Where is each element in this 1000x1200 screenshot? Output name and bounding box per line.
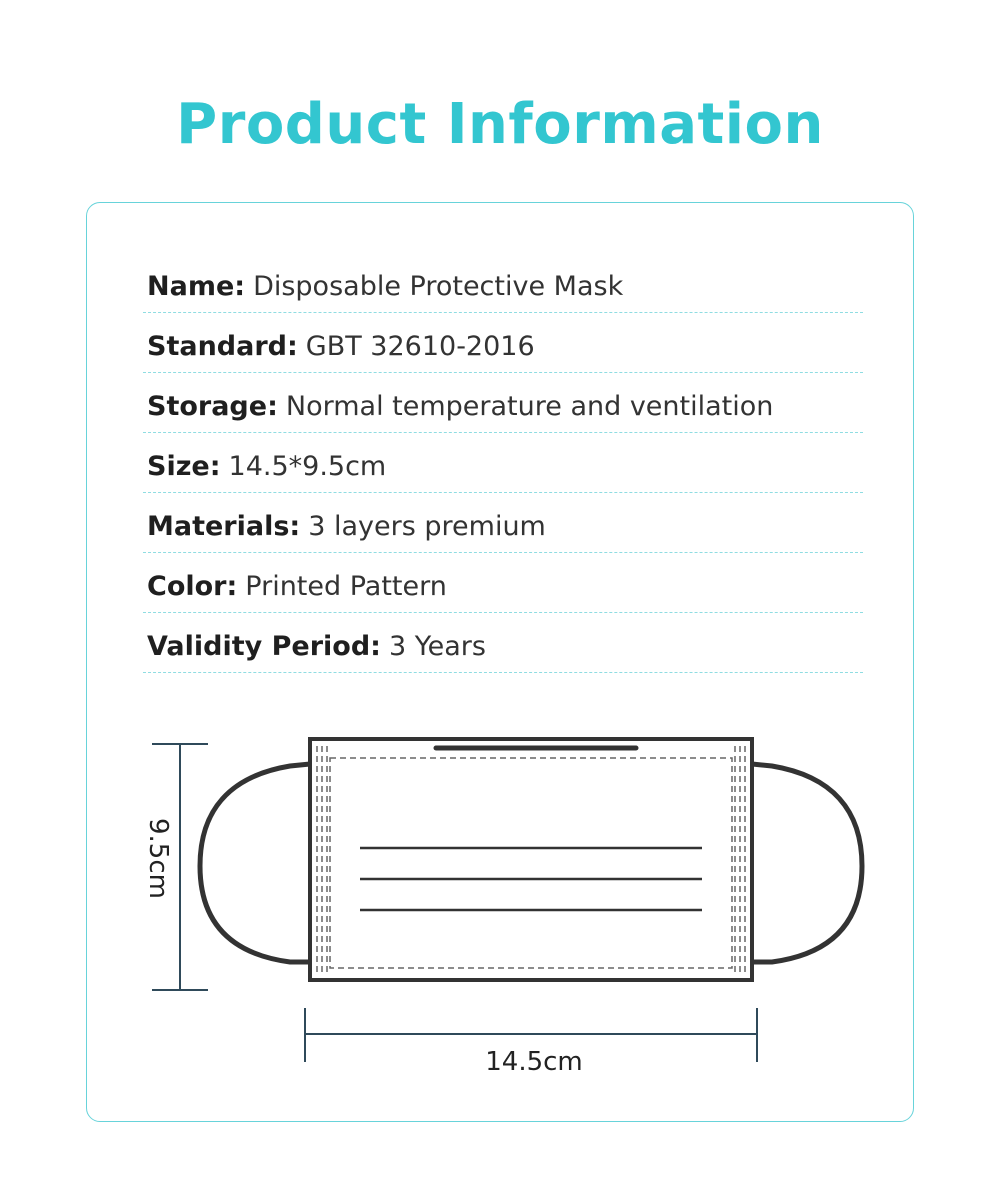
mask-body — [310, 739, 752, 980]
page-title: Product Information — [176, 92, 824, 157]
spec-value: 14.5*9.5cm — [228, 451, 387, 482]
spec-value: GBT 32610-2016 — [305, 331, 535, 362]
left-ear-loop — [200, 764, 310, 962]
spec-value: Disposable Protective Mask — [253, 271, 624, 302]
spec-label: Size: — [147, 451, 221, 482]
width-label: 14.5cm — [485, 1047, 583, 1077]
mask-outline — [310, 739, 752, 980]
spec-value: Printed Pattern — [245, 571, 447, 602]
spec-label: Standard: — [147, 331, 298, 362]
spec-value: 3 layers premium — [308, 511, 546, 542]
spec-label: Name: — [147, 271, 246, 302]
height-label: 9.5cm — [143, 818, 173, 899]
spec-label: Storage: — [147, 391, 278, 422]
spec-value: Normal temperature and ventilation — [285, 391, 774, 422]
right-ear-loop — [752, 764, 862, 962]
spec-value: 3 Years — [388, 631, 486, 662]
spec-label: Materials: — [147, 511, 301, 542]
spec-label: Validity Period: — [147, 631, 381, 662]
spec-label: Color: — [147, 571, 238, 602]
